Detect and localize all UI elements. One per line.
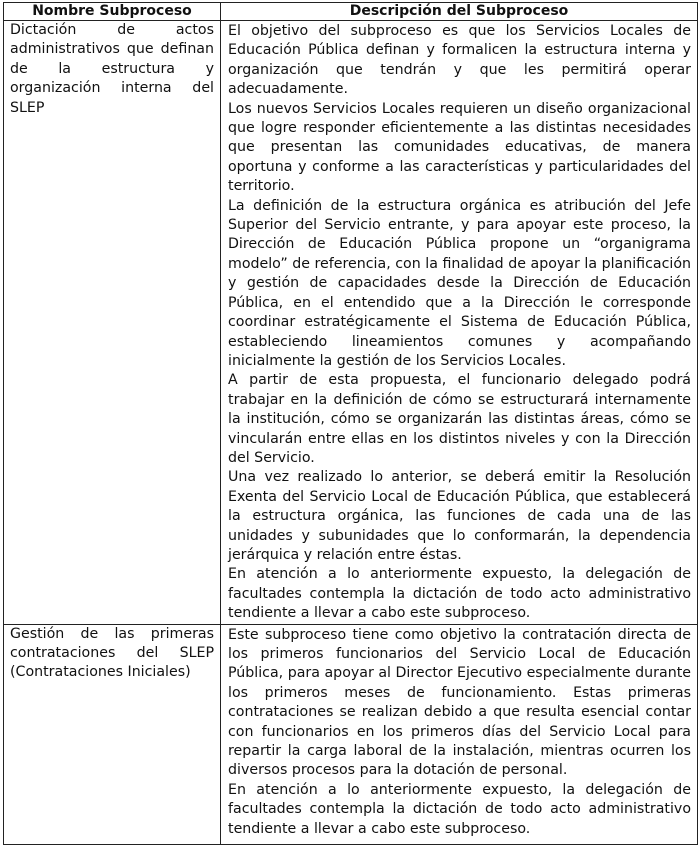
subprocess-description — [221, 624, 698, 844]
description-paragraph: Los nuevos Servicios Locales requieren un diseño organizacional que logre responder eficientemente a las distintas necesidades que presentan las comunidades educativas, de manera oportuna y conforme a las características y particularidades del territorio. — [228, 100, 691, 195]
subprocess-table — [3, 2, 698, 845]
header-description: Descripción del Subproceso — [221, 3, 698, 21]
subprocess-name: Dictación de actos administrativos que definan de la estructura y organización interna del SLEP — [4, 21, 221, 625]
header-row — [4, 3, 698, 21]
header-name: Nombre Subproceso — [4, 3, 221, 21]
table-row — [4, 624, 698, 844]
subprocess-name: Gestión de las primeras contrataciones del SLEP (Contrataciones Iniciales) — [4, 624, 221, 844]
description-paragraph: El objetivo del subproceso es que los Servicios Locales de Educación Pública definan y formalicen la estructura interna y organización que tendrán y que les permitirá operar adecuadamente. — [228, 23, 691, 98]
description-paragraph: Este subproceso tiene como objetivo la contratación directa de los primeros funcionarios del Servicio Local de Educación Pública, para apoyar al Director Ejecutivo especialmente durante los primeros meses de funcionamiento. Estas primeras contrataciones se realizan debido a que resulta esencial contar con funcionarios en los primeros días del Servicio Local para repartir la carga laboral de la instalación, mientras ocurren los diversos procesos para la dotación de personal. — [228, 626, 691, 779]
table-row — [4, 21, 698, 625]
description-paragraph: La definición de la estructura orgánica es atribución del Jefe Superior del Servicio entrante, y para apoyar este proceso, la Dirección de Educación Pública propone un “organigrama modelo” de referencia, con la finalidad de apoyar la planificación y gestión de capacidades desde la Dirección de Educación Pública, en el entendido que a la Dirección le corresponde coordinar estratégicamente el Sistema de Educación Pública, estableciendo lineamientos comunes y acompañando inicialmente la gestión de los Servicios Locales. — [228, 197, 691, 369]
subprocess-description — [221, 21, 698, 625]
description-paragraph: A partir de esta propuesta, el funcionario delegado podrá trabajar en la definición de cómo se estructurará internamente la institución, cómo se organizarán las distintas áreas, cómo se vincularán entre ellas en los distintos niveles y con la Dirección del Servicio. — [228, 372, 691, 466]
description-paragraph: Una vez realizado lo anterior, se deberá emitir la Resolución Exenta del Servicio Local de Educación Pública, que establecerá la estructura orgánica, las funciones de cada una de las unidades y subunidades que lo conformarán, la dependencia jerárquica y relación entre éstas. — [228, 469, 691, 563]
description-paragraph: En atención a lo anteriormente expuesto, la delegación de facultades contempla la dictación de todo acto administrativo tendiente a llevar a cabo este subproceso. — [228, 566, 691, 622]
description-paragraph: En atención a lo anteriormente expuesto, la delegación de facultades contempla la dictación de todo acto administrativo tendiente a llevar a cabo este subproceso. — [228, 781, 691, 837]
